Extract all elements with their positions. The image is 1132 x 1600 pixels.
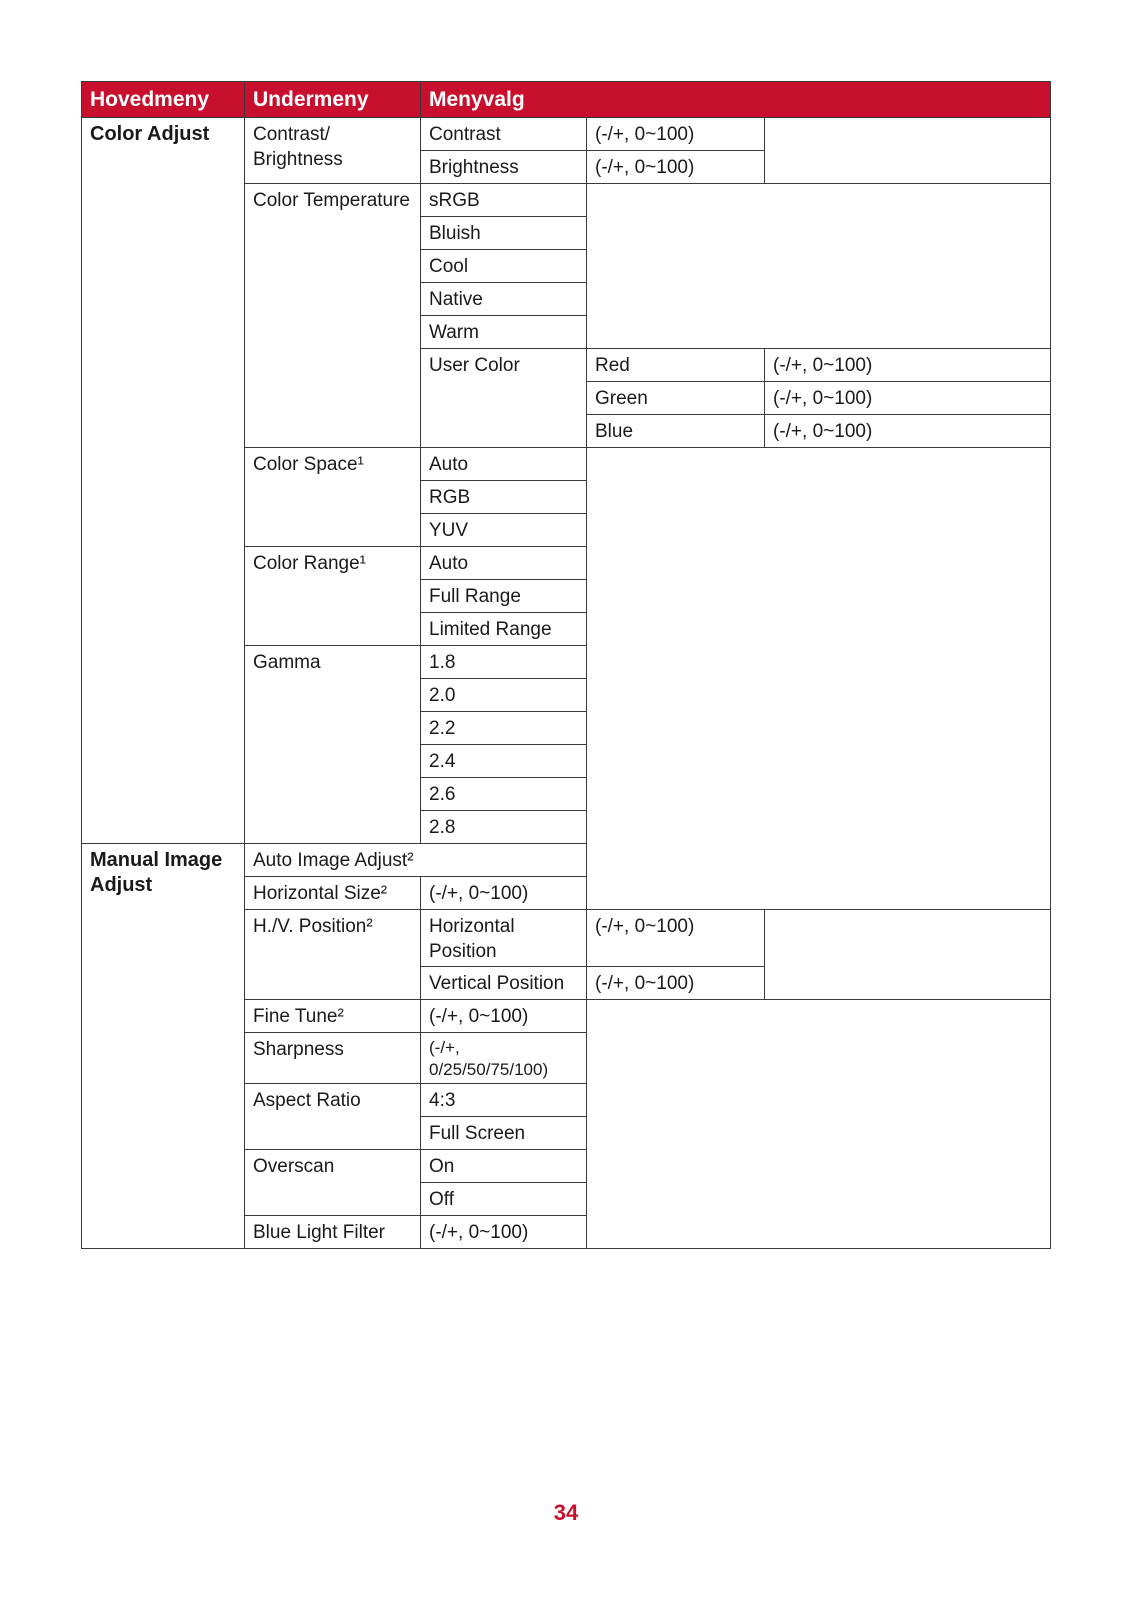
header-menu-option: Menyvalg: [421, 82, 1051, 118]
option-gamma-2-8: 2.8: [421, 811, 587, 844]
header-submenu: Undermeny: [245, 82, 421, 118]
option-limited-range: Limited Range: [421, 613, 587, 646]
value-horizontal-position: (-/+, 0~100): [587, 910, 765, 967]
value-sharpness: (-/+, 0/25/50/75/100): [421, 1033, 587, 1084]
submenu-overscan: Overscan: [245, 1150, 421, 1216]
user-color-green: Green: [587, 382, 765, 415]
option-warm: Warm: [421, 316, 587, 349]
header-main-menu: Hovedmeny: [82, 82, 245, 118]
empty-cell: [587, 448, 1051, 910]
submenu-contrast-brightness: Contrast/ Brightness: [245, 118, 421, 184]
submenu-blue-light-filter: Blue Light Filter: [245, 1216, 421, 1249]
submenu-hv-position: H./V. Position²: [245, 910, 421, 1000]
option-gamma-2-4: 2.4: [421, 745, 587, 778]
value-fine-tune: (-/+, 0~100): [421, 1000, 587, 1033]
submenu-horizontal-size: Horizontal Size²: [245, 877, 421, 910]
value-blue-light-filter: (-/+, 0~100): [421, 1216, 587, 1249]
option-gamma-2-0: 2.0: [421, 679, 587, 712]
submenu-color-range: Color Range¹: [245, 547, 421, 646]
empty-cell: [587, 1000, 1051, 1249]
value-red: (-/+, 0~100): [765, 349, 1051, 382]
option-yuv: YUV: [421, 514, 587, 547]
option-4-3: 4:3: [421, 1084, 587, 1117]
option-off: Off: [421, 1183, 587, 1216]
value-vertical-position: (-/+, 0~100): [587, 967, 765, 1000]
submenu-fine-tune: Fine Tune²: [245, 1000, 421, 1033]
value-blue: (-/+, 0~100): [765, 415, 1051, 448]
value-horizontal-size: (-/+, 0~100): [421, 877, 587, 910]
option-horizontal-position: Horizontal Position: [421, 910, 587, 967]
user-color-blue: Blue: [587, 415, 765, 448]
value-brightness: (-/+, 0~100): [587, 151, 765, 184]
option-on: On: [421, 1150, 587, 1183]
table-header-row: [82, 82, 1051, 118]
empty-cell: [765, 910, 1051, 1000]
option-user-color: User Color: [421, 349, 587, 448]
main-menu-manual-image-adjust: Manual Image Adjust: [82, 844, 245, 1249]
option-full-screen: Full Screen: [421, 1117, 587, 1150]
option-brightness: Brightness: [421, 151, 587, 184]
value-green: (-/+, 0~100): [765, 382, 1051, 415]
value-contrast: (-/+, 0~100): [587, 118, 765, 151]
submenu-color-space: Color Space¹: [245, 448, 421, 547]
empty-cell: [587, 184, 1051, 349]
table-row: [82, 118, 1051, 151]
option-auto: Auto: [421, 547, 587, 580]
option-full-range: Full Range: [421, 580, 587, 613]
page-number: 34: [553, 1500, 579, 1525]
option-vertical-position: Vertical Position: [421, 967, 587, 1000]
option-gamma-2-6: 2.6: [421, 778, 587, 811]
user-color-red: Red: [587, 349, 765, 382]
submenu-auto-image-adjust: Auto Image Adjust²: [245, 844, 587, 877]
submenu-sharpness: Sharpness: [245, 1033, 421, 1084]
option-srgb: sRGB: [421, 184, 587, 217]
submenu-aspect-ratio: Aspect Ratio: [245, 1084, 421, 1150]
option-rgb: RGB: [421, 481, 587, 514]
option-contrast: Contrast: [421, 118, 587, 151]
option-auto: Auto: [421, 448, 587, 481]
empty-cell: [765, 118, 1051, 184]
option-native: Native: [421, 283, 587, 316]
option-gamma-1-8: 1.8: [421, 646, 587, 679]
submenu-color-temperature: Color Temperature: [245, 184, 421, 448]
submenu-gamma: Gamma: [245, 646, 421, 844]
main-menu-color-adjust: Color Adjust: [82, 118, 245, 844]
option-cool: Cool: [421, 250, 587, 283]
menu-table: [81, 81, 1051, 1249]
option-bluish: Bluish: [421, 217, 587, 250]
option-gamma-2-2: 2.2: [421, 712, 587, 745]
